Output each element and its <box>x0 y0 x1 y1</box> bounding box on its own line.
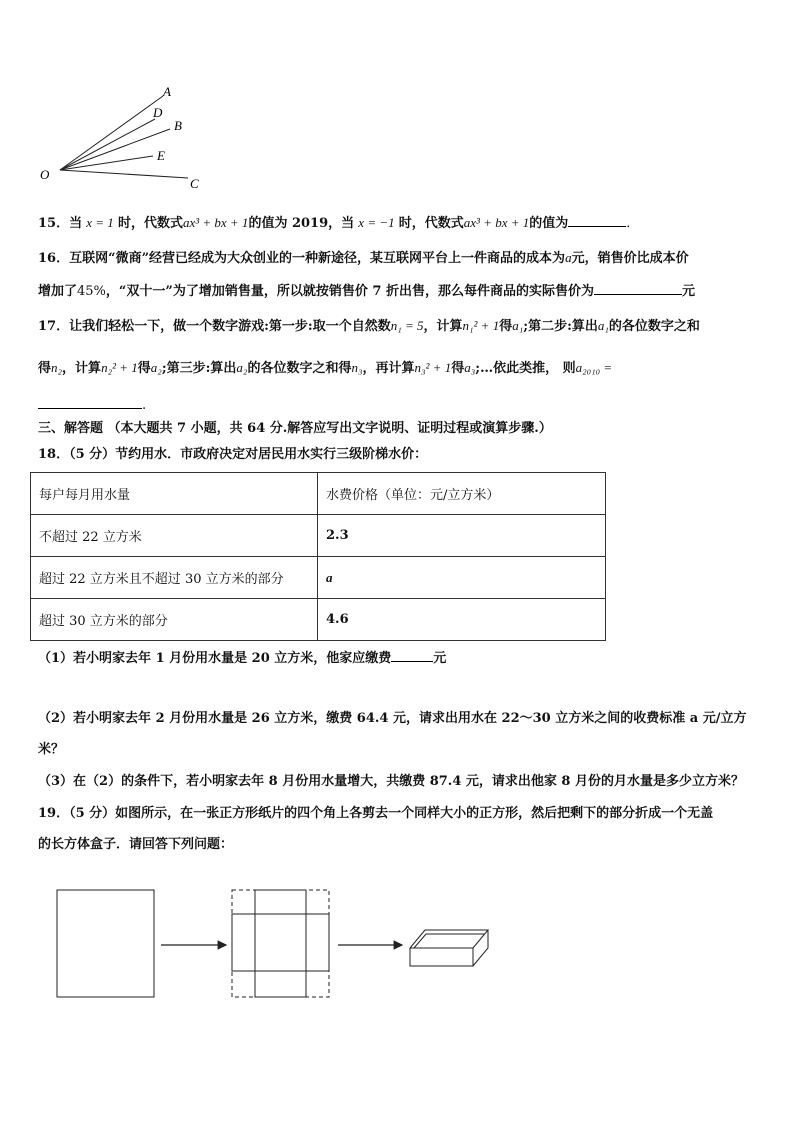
table-cell: 超过 22 立方米且不超过 30 立方米的部分 <box>31 557 318 599</box>
q18-sub1-unit: 元 <box>433 651 447 666</box>
table-cell: 4.6 <box>318 599 606 641</box>
q18-sub1 <box>38 649 446 667</box>
q18-sub1-blank[interactable] <box>391 649 433 662</box>
label-D: D <box>153 105 163 120</box>
q17-number: 17． <box>38 319 70 334</box>
table-cell: 不超过 22 立方米 <box>31 515 318 557</box>
question-15 <box>38 214 639 232</box>
table-header-cell: 水费价格（单位：元/立方米） <box>318 473 606 515</box>
ray-OA <box>60 96 163 170</box>
q15-expr2: ax³ + bx + 1 <box>463 215 530 230</box>
q17-end: . <box>142 398 147 413</box>
q17-answer-blank[interactable] <box>38 396 142 409</box>
question-19-line2: 的长方体盒子．请回答下列问题： <box>38 837 234 852</box>
question-17-line3 <box>38 396 146 414</box>
q16-answer-blank[interactable] <box>594 282 682 295</box>
rays-figure <box>30 82 220 197</box>
ray-OB <box>60 129 170 170</box>
q17-n3sq: n₃² + 1 <box>414 360 452 375</box>
table-row <box>31 557 606 599</box>
open-box <box>410 930 488 966</box>
box-folding-figure <box>50 880 500 1005</box>
q17-a1b: a₁ <box>597 318 609 333</box>
q17-line2-f: ，再计算 <box>362 361 415 376</box>
q18-intro: （5 分）节约用水．市政府决定对居民用水实行三级阶梯水价： <box>69 447 428 462</box>
q16-line1-b: 元，销售价比成本价 <box>571 251 689 266</box>
q17-line1-d: ;第二步:算出 <box>523 319 598 334</box>
q17-line2-d: ;第三步:算出 <box>161 361 237 376</box>
table-row <box>31 515 606 557</box>
q19-line1: （5 分）如图所示，在一张正方形纸片的四个角上各剪去一个同样大小的正方形，然后把剩下的部分折成一个无盖 <box>69 806 714 821</box>
q18-number: 18． <box>38 447 70 462</box>
q16-unit: 元 <box>681 284 695 299</box>
q17-line1-e: 的各位数字之和 <box>608 319 700 334</box>
section-3-header: 三、解答题 （本大题共 7 小题，共 64 分.解答应写出文字说明、证明过程或演算步骤.） <box>38 421 552 436</box>
label-E: E <box>157 148 165 163</box>
table-header-row <box>31 473 606 515</box>
q17-n3: n₃ <box>351 360 363 375</box>
question-17-line2 <box>38 360 612 377</box>
question-19-line1 <box>38 806 713 822</box>
q15-cond1: x = 1 <box>86 215 114 230</box>
q18-sub2-line2: 米？ <box>38 742 65 757</box>
label-C: C <box>190 176 199 191</box>
q15-end: ． <box>626 216 640 231</box>
q16-line2-b: ，“双十一”为了增加销售量，所以就按销售价 7 折出售，那么每件商品的实际售价为 <box>105 284 594 299</box>
q15-cond2: x = −1 <box>358 215 395 230</box>
square-sheet <box>57 890 154 997</box>
cut-sheet <box>232 890 329 997</box>
q16-line1-a: 互联网“微商”经营已经成为大众创业的一种新途径，某互联网平台上一件商品的成本为 <box>69 251 566 266</box>
water-price-table <box>30 472 606 641</box>
q17-line1-a: 让我们轻松一下，做一个数字游戏:第一步:取一个自然数 <box>69 319 391 334</box>
q17-a2b: a₂ <box>236 360 248 375</box>
q18-sub3: （3）在（2）的条件下，若小明家去年 8 月份用水量增大，共缴费 87.4 元，请求出他家 8 月份的月水量是多少立方米？ <box>38 774 744 789</box>
q17-line1-c: 得 <box>499 319 513 334</box>
q19-number: 19． <box>38 806 70 821</box>
q15-text-c: 的值为 2019，当 <box>248 216 355 231</box>
question-16-line1 <box>38 250 689 267</box>
q18-sub1-text: （1）若小明家去年 1 月份用水量是 20 立方米，他家应缴费 <box>38 651 392 666</box>
q15-answer-blank[interactable] <box>568 214 626 227</box>
q15-text-d: 时，代数式 <box>398 216 464 231</box>
table-cell: 2.3 <box>318 515 606 557</box>
q15-text-a: 当 <box>69 216 83 231</box>
q17-a3: a₃ <box>464 360 476 375</box>
q15-text-e: 的值为 <box>529 216 569 231</box>
question-18-intro <box>38 447 427 463</box>
q17-a1: a₁ <box>512 318 524 333</box>
table-cell: 超过 30 立方米的部分 <box>31 599 318 641</box>
table-cell: a <box>318 557 606 599</box>
q16-line2-a: 增加了 <box>38 284 78 299</box>
label-B: B <box>174 118 182 133</box>
q17-line2-b: ，计算 <box>62 361 102 376</box>
q17-line1-b: ，计算 <box>423 319 463 334</box>
q18-sub2-line1: （2）若小明家去年 2 月份用水量是 26 立方米，缴费 64.4 元，请求出用水在 22～30 立方米之间的收费标准 a 元/立方 <box>38 711 747 726</box>
q15-expr1: ax³ + bx + 1 <box>182 215 249 230</box>
ray-OC <box>60 170 188 178</box>
table-row <box>31 599 606 641</box>
question-17-line1 <box>38 318 700 335</box>
q15-text-b: 时，代数式 <box>117 216 183 231</box>
label-A: A <box>163 84 171 99</box>
q16-pct: 45% <box>77 284 106 299</box>
q17-n1: n₁ = 5 <box>390 318 424 333</box>
q17-line2-a: 得 <box>38 361 52 376</box>
q17-line2-g: 得 <box>451 361 465 376</box>
q17-n2: n₂ <box>51 360 63 375</box>
q17-line2-h: ;…依此类推， 则 <box>475 361 576 376</box>
question-16-line2 <box>38 282 695 300</box>
q16-number: 16． <box>38 251 70 266</box>
q17-a2010: a₂₀₁₀ = <box>575 360 613 375</box>
q17-line2-c: 得 <box>137 361 151 376</box>
q17-n2sq: n₂² + 1 <box>101 360 138 375</box>
q16-var-a: a <box>565 250 572 265</box>
q15-number: 15． <box>38 216 70 231</box>
label-O: O <box>40 167 50 182</box>
q17-line2-e: 的各位数字之和得 <box>247 361 352 376</box>
q17-a2: a₂ <box>150 360 162 375</box>
table-header-cell: 每户每月用水量 <box>31 473 318 515</box>
q17-n1sq: n₁² + 1 <box>462 318 500 333</box>
